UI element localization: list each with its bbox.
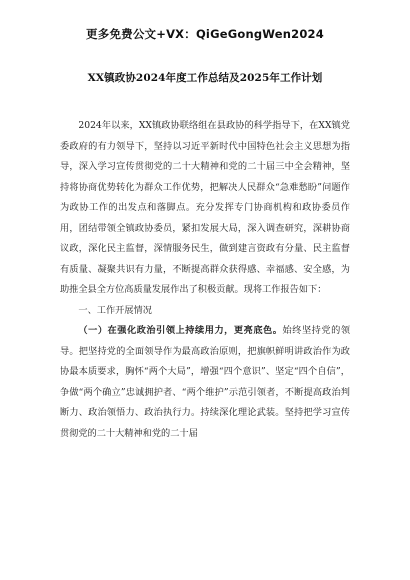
subsection-text: 始终坚持党的领导。把坚持党的全面领导作为最高政治原则，把旗帜鲜明讲政治作为政协最本质要求，胸怀“两个大局”，增强“四个意识”、坚定“四个自信”，争做“两个确立”忠诚拥护者、“两个维护”示范引领者，不断提高政治判断力、政治领悟力、政治执行力。持续深化理论武装。坚持把学习宣传贯彻党的二十大精神和党的二十届 bbox=[60, 325, 351, 439]
document-body bbox=[60, 116, 350, 444]
promo-header: 更多免费公文+VX：QiGeGongWen2024 bbox=[86, 27, 324, 41]
subsection-heading: （一）在强化政治引领上持续用力，更亮底色。 bbox=[78, 325, 283, 336]
intro-paragraph: 2024年以来，XX镇政协联络组在县政协的科学指导下，在XX镇党委政府的有力领导下，坚持以习近平新时代中国特色社会主义思想为指导，深入学习宣传贯彻党的二十大精神和党的二十届三中全会精神，坚持将协商优势转化为群众工作优势，把解决人民群众“急难愁盼”问题作为政协工作的出发点和落脚点。充分发挥专门协商机构和政协委员作用，团结带领全镇政协委员，紧扣发展大局，深入调查研究，深耕协商议政，深化民主监督，深情服务民生，做到建言资政有分量、民主监督有质量、凝聚共识有力量，不断提高群众获得感、幸福感、安全感，为助推全县全方位高质量发展作出了积极贡献。现将工作报告如下： bbox=[60, 120, 350, 295]
document-title: XX镇政协2024年度工作总结及2025年工作计划 bbox=[87, 72, 323, 84]
section-heading: 一、工作开展情况 bbox=[78, 304, 152, 316]
subsection-paragraph bbox=[60, 321, 350, 444]
